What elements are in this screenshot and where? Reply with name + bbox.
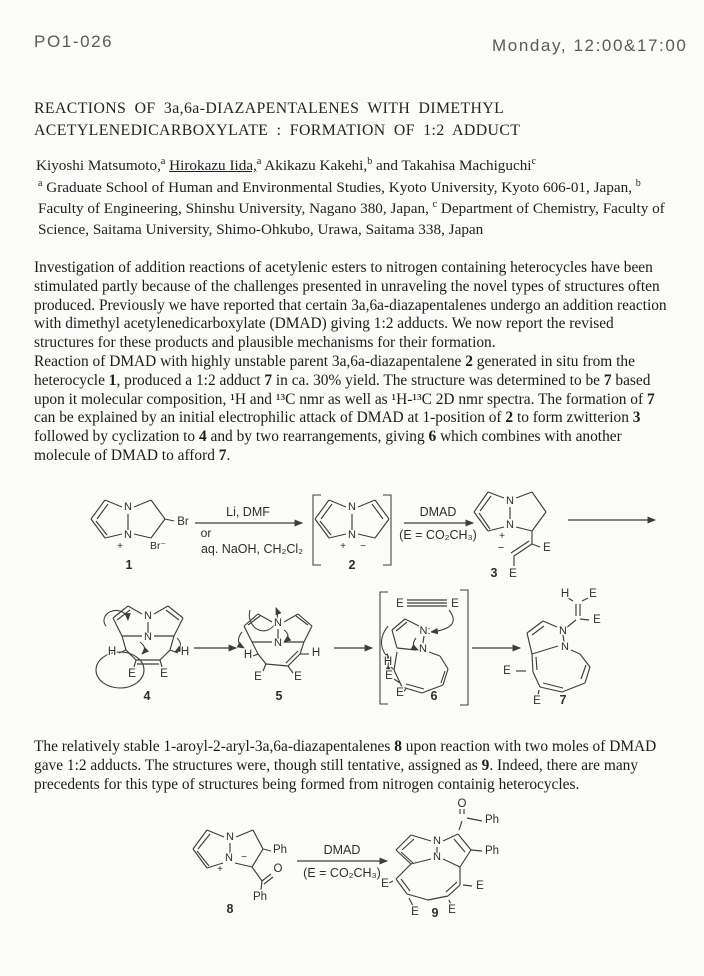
bond-line [244,614,258,626]
compound-number-label: 1 [125,558,133,572]
chem-label: N [225,852,233,864]
chem-label: N [124,501,132,513]
bond-line [446,882,457,892]
bond-line [411,835,431,841]
bond-line [122,636,126,650]
electron-push-arrow [284,630,288,642]
bond-line [375,500,389,519]
bond-line [581,665,586,679]
chem-label: Ph [484,845,500,857]
chem-label: E [381,878,389,890]
chem-label: E [294,671,302,683]
bond-line [258,654,266,664]
text-run: which combines with another molecule of DMAD to afford [34,428,622,464]
chem-label: H [107,646,117,658]
bond-line [160,650,170,660]
bracket-or-loop [383,495,391,565]
bond-line [532,654,533,672]
chem-label: E [509,568,517,580]
chem-label: Li, DMF [226,505,270,519]
text-run: 7 [646,390,655,408]
bond-line [105,534,122,538]
text-run: 8 [394,738,402,756]
chem-label: DMAD [323,843,361,857]
electron-push-arrow [381,626,390,660]
chem-label: N [348,501,356,513]
bond-line [516,492,532,498]
text-run: Faculty of Engineering, Shinshu University, Nagano 380, Japan, [38,200,433,218]
compound-number-label: 7 [559,693,567,707]
chem-label: E [593,614,601,626]
chem-label: E [476,880,484,892]
chem-label: N [348,529,356,541]
bond-line [392,630,397,648]
chem-label: aq. NaOH, CH₂Cl₂ [200,542,304,556]
electron-push-arrow [238,632,244,648]
bond-line [113,618,122,636]
text-run: 6 [428,428,437,446]
chem-label: (E = CO₂CH₃) [399,528,477,542]
text-run: Hirokazu Iida, [169,157,257,174]
chem-label: E [533,695,541,707]
bond-line [401,852,413,863]
bond-line [443,859,460,867]
bond-line [300,642,304,654]
bond-line [263,849,271,851]
chem-label: + [340,541,346,552]
bond-line [165,519,174,521]
page-title [34,98,654,142]
bond-line [543,683,563,688]
bond-line [244,626,252,642]
bond-line [358,500,375,507]
bond-line [463,885,472,886]
bond-line [128,606,142,614]
bond-line [394,670,402,687]
chem-label: H [180,646,190,658]
abstract-paragraph-1 [34,259,676,353]
compound-number-label: 9 [431,906,439,920]
bond-line [134,660,136,667]
reaction-scheme-mechanism-bottom [36,586,700,722]
text-run: Akikazu Kakehi, [261,157,368,174]
chem-label: N [226,831,234,843]
bond-line [409,898,413,906]
chem-label: − [497,542,505,554]
bond-line [423,636,424,643]
bond-line [532,512,546,531]
text-run: 4 [198,428,207,446]
bond-line [358,534,375,538]
chem-label: N [144,631,152,643]
bond-line [375,519,389,538]
chem-label: H [383,656,393,668]
chem-label: E [451,598,459,610]
bond-line [329,500,346,507]
title-line-1: REACTIONS OF 3a,6a-DIAZAPENTALENES WITH DIMETHYL [34,100,505,117]
chem-label: + [499,531,505,542]
bond-line [321,504,332,519]
bond-line [443,669,448,685]
bond-line [396,879,407,894]
bond-line [154,606,168,614]
bond-line [252,849,263,867]
chem-label: N [506,495,514,507]
bond-line [253,830,263,849]
bond-line [543,621,557,627]
electron-push-arrow [413,638,418,650]
chem-label: N [433,851,441,863]
text-run: 9 [481,757,490,775]
chem-label: N [419,643,427,655]
bond-line [315,519,329,538]
bracket-or-loop [313,495,321,565]
session-schedule: Monday, 12:00&17:00 [492,36,688,55]
bond-line [580,619,589,620]
bond-line [193,849,207,868]
bond-line [448,885,460,896]
chem-label: H [560,588,570,600]
compound-number-label: 4 [143,689,151,703]
bond-line [298,614,312,626]
bond-line [540,687,562,692]
bond-line [389,881,393,883]
chem-label: E [448,904,456,916]
chem-label: H [243,649,253,661]
authors-line [36,157,676,175]
bond-line [536,657,537,670]
bracket-or-loop [460,590,468,705]
bond-line [134,500,151,507]
bond-line [252,867,262,881]
chem-label: H [311,647,321,659]
chem-label: N [433,835,441,847]
text-run: , produced a 1:2 adduct [116,371,265,389]
text-run: 3 [632,409,641,427]
text-run: Reaction of DMAD with highly unstable parent 3a,6a-diazapentalene [34,352,466,370]
chem-label: or [200,526,212,540]
chem-label: N [506,519,514,531]
chem-label: E [254,671,262,683]
electron-push-arrow [431,610,453,632]
chem-label: Br [177,516,189,528]
text-run: followed by cyclization to [34,428,199,446]
chem-label: Ph [272,844,288,856]
bond-line [514,544,532,556]
chem-label: N [274,617,282,629]
text-run: and by two rearrangements, giving [206,428,429,446]
bond-line [304,626,312,642]
chem-label: − [241,852,247,863]
bond-line [428,896,448,900]
abstract-body [34,259,676,466]
bond-line [97,504,108,519]
bond-line [527,633,532,654]
bond-line [585,667,590,683]
bond-line [266,664,288,666]
text-run: can be explained by an initial electrophilic attack of DMAD at 1-position of [34,409,506,427]
text-run: . Indeed, there are many precedents for this type of structures being formed from nitrogen containig heterocycles. [34,757,639,793]
text-run: a [256,155,262,167]
compound-number-label: 5 [275,689,283,703]
bracket-or-loop [96,652,144,688]
abstract-paragraph-2 [34,353,676,466]
bond-line [397,648,416,650]
bond-line [396,850,411,864]
bond-line [174,618,183,636]
bond-line [401,879,410,891]
chem-label: DMAD [419,505,457,519]
bond-line [402,839,414,850]
chem-label: N [561,641,569,653]
bond-line [198,834,210,849]
compound-number-label: 3 [490,566,498,580]
text-run: in ca. 30% yield. The structure was determined to be [272,371,604,389]
electron-push-arrow [140,642,145,654]
bond-line [394,652,397,670]
text-run: generated in situ from the heterocycle [34,352,635,389]
bond-line [252,642,258,654]
bond-line [261,881,262,890]
bond-line [105,500,122,507]
bond-line [91,500,105,519]
text-run: Graduate School of Human and Environmental Studies, Kyoto University, Kyoto 606-01, Japan, [42,179,636,196]
bond-line [460,850,471,867]
chem-label: N [144,610,152,622]
bond-line [329,534,346,538]
bond-line [429,652,440,656]
abstract-paragraph-3 [34,738,678,794]
bond-line [511,541,529,553]
chem-label: Br⁻ [149,540,167,552]
text-run: 1 [108,371,117,389]
bond-line [411,859,431,864]
chem-label: N: [419,625,431,637]
text-run: . [226,446,231,464]
chem-label: E [503,665,511,677]
bond-line [580,654,590,667]
bond-line [288,666,293,673]
text-run: to form zwitterion [513,409,633,427]
bond-line [235,863,252,867]
bond-line [562,683,585,692]
chem-label: Ph [252,891,268,903]
bond-line [571,650,580,654]
chem-label: E [396,687,404,699]
bond-line [170,636,174,650]
text-run: Department of Chemistry, Faculty of Science, Saitama University, Shimo-Ohkubo, Urawa, Saitama 338, Japan [38,200,665,239]
chem-label: + [117,541,123,552]
reaction-scheme-mechanism-top [30,487,690,587]
bond-line [458,834,471,850]
chem-label: O [457,798,467,810]
bond-line [207,830,224,837]
reaction-scheme-aroyl-adduct [130,797,590,937]
bond-line [263,664,266,671]
text-run: Investigation of addition reactions of acetylenic esters to nitrogen containing heterocycles have been stimulated partly because of the challenges presented in unraveling the novel types of structures often produced. Previously we have reported that certain 3a,6a-diazapentalenes undergo an addition reaction with dimethyl acetylenedicarboxylate (DMAD) giving 1:2 adducts. We now report the revised structures for these products and plausible mechanisms for their formation. [34,259,667,352]
text-run: b [635,177,641,189]
chem-label: E [411,906,419,918]
text-run: Kiyoshi Matsumoto, [36,157,161,174]
bond-line [467,818,482,821]
text-run: The relatively stable 1-aroyl-2-aryl-3a,6a-diazapentalenes [34,738,395,756]
affiliation-block [38,177,670,241]
text-run: 2 [465,352,473,370]
text-run: upon reaction with two moles of DMAD gave 1:2 adducts. The structures were, though still tentative, assigned as [34,738,657,775]
text-run: c [531,155,536,167]
electron-push-arrow [175,638,181,652]
bond-line [91,519,105,538]
text-run: a [160,155,166,167]
poster-code: PO1-026 [34,32,114,51]
chem-label: O [273,863,283,875]
bond-line [566,620,576,628]
chem-label: E [396,598,404,610]
bracket-or-loop [380,592,388,704]
chem-label: + [217,864,223,875]
bond-line [459,821,462,830]
bond-line [315,500,329,519]
chem-label: − [360,541,366,552]
bond-line [443,834,458,841]
bond-line [134,534,151,538]
title-line-2: ACETYLENEDICARBOXYLATE : FORMATION OF 1:2 ADDUCT [34,122,521,139]
bond-line [197,851,209,866]
chem-label: E [128,668,136,680]
text-run: b [367,155,373,167]
chem-label: E [385,670,393,682]
bond-line [532,492,546,512]
bond-line [396,622,407,631]
bond-line [258,614,272,622]
chem-label: N [559,625,567,637]
chem-label: N [124,529,132,541]
bond-line [236,830,253,837]
bond-line [372,504,383,519]
text-run: and Takahisa Machiguchi [372,157,532,174]
bond-line [113,606,128,618]
text-run: a [38,177,43,189]
bond-line [582,598,588,601]
bond-line [396,835,411,850]
text-run: 2 [505,409,514,427]
bond-line [166,610,179,620]
bond-line [151,519,165,538]
bond-line [168,606,183,618]
chem-label: E [543,542,551,554]
chem-label: E [589,588,597,600]
bond-line [151,500,165,519]
text-run: c [432,199,438,211]
bond-line [284,614,298,622]
chem-label: Ph [484,814,500,826]
compound-number-label: 2 [348,558,356,572]
text-run: 7 [218,446,227,464]
bond-line [396,864,411,879]
text-run: 7 [264,371,273,389]
text-run: 7 [603,371,612,389]
bond-line [480,496,491,511]
bond-line [533,672,540,687]
bond-line [532,544,540,547]
bond-line [527,621,543,633]
chem-label: N [274,637,282,649]
chem-label: (E = CO₂CH₃) [303,866,381,880]
bond-line [126,650,136,660]
bond-line [532,646,558,654]
chem-label: E [160,668,168,680]
bond-line [160,660,162,667]
compound-number-label: 6 [430,689,438,703]
bond-line [253,654,258,656]
text-run: based upon it molecular composition, ¹H and ¹³C nmr as well as ¹H-¹³C 2D nmr spectra. The formation of [34,371,651,408]
compound-number-label: 8 [226,902,234,916]
bond-line [516,527,532,531]
bond-line [406,684,424,689]
bond-line [440,656,448,669]
bond-line [471,850,482,851]
